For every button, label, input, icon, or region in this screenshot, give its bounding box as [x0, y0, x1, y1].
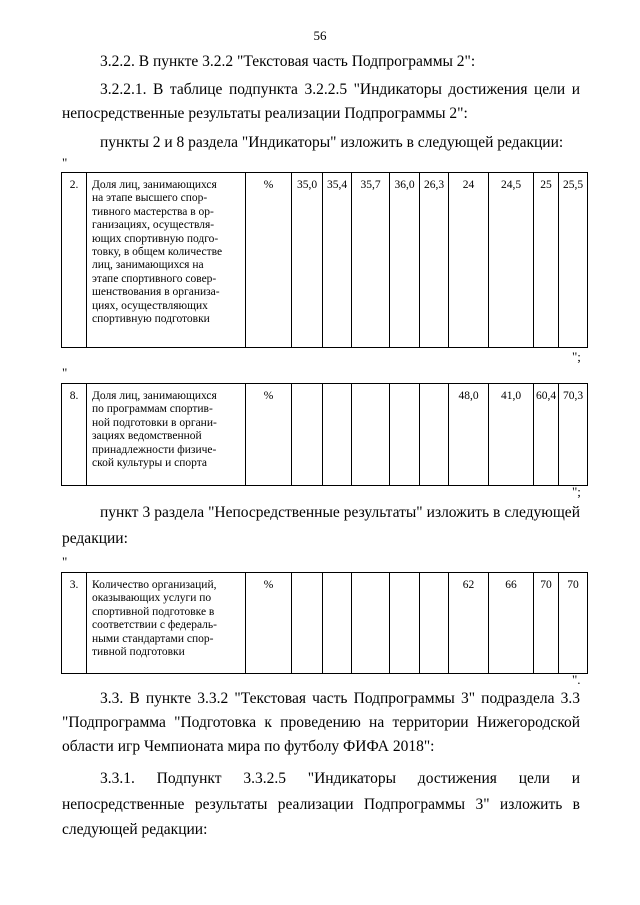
value-cell — [323, 384, 352, 486]
value-cell — [323, 573, 352, 674]
indicator-name-line: спортивной подготовке в — [92, 605, 215, 618]
indicator-name-line: этапе спортивного совер- — [92, 272, 217, 285]
unit-cell: % — [246, 384, 292, 486]
indicator-name-line: соответствии с федераль- — [92, 619, 217, 632]
indicator-name-cell — [87, 173, 246, 348]
indicator-name-line: тивной подготовки — [92, 646, 185, 659]
value-cell: 35,4 — [323, 173, 352, 348]
value-cell: 70 — [534, 573, 559, 674]
row-number-cell: 2. — [62, 173, 87, 348]
value-cell: 36,0 — [390, 173, 420, 348]
paragraph-3-3-line2: "Подпрограмма "Подготовка к проведению на территории Нижегородской — [62, 714, 580, 731]
indicator-name-line: ганизациях, осуществля- — [92, 219, 215, 232]
unit-cell: % — [246, 573, 292, 674]
page-number: 56 — [313, 28, 327, 43]
quote-close-3: ". — [572, 672, 581, 687]
value-cell — [420, 384, 449, 486]
table-row — [62, 384, 588, 486]
value-cell — [352, 384, 390, 486]
paragraph-3-2-2-1-line1: 3.2.2.1. В таблице подпункта 3.2.2.5 "Индикаторы достижения цели и — [100, 81, 580, 98]
table-row — [62, 573, 588, 674]
indicator-name-line: ными стандартами спор- — [92, 632, 214, 645]
indicator-name-line: Доля лиц, занимающихся — [92, 179, 217, 191]
paragraph-3-2-2: 3.2.2. В пункте 3.2.2 "Текстовая часть Подпрограммы 2": — [100, 53, 476, 70]
quote-close-1: "; — [572, 349, 581, 364]
value-cell — [420, 573, 449, 674]
indicator-name-cell — [87, 573, 246, 674]
paragraph-3-3-line1: 3.3. В пункте 3.3.2 "Текстовая часть Подпрограммы 3" подраздела 3.3 — [100, 690, 580, 707]
value-cell: 24,5 — [489, 173, 534, 348]
value-cell — [390, 573, 420, 674]
indicator-name-line: шенствования в организа- — [92, 286, 220, 299]
indicator-name-cell — [87, 384, 246, 486]
row-number-cell: 8. — [62, 384, 87, 486]
value-cell — [292, 384, 323, 486]
indicator-name-line: циях, осуществляющих — [92, 299, 208, 312]
indicator-name-line: лиц, занимающихся на — [92, 259, 204, 272]
paragraph-3-2-2-1-line2: непосредственные результаты реализации Подпрограммы 2": — [62, 105, 468, 122]
paragraph-3-3-1-line2: непосредственные результаты реализации Подпрограммы 3" изложить в — [62, 796, 580, 813]
row-number-cell: 3. — [62, 573, 87, 674]
value-cell — [292, 573, 323, 674]
paragraph-3-3-1-line1: 3.3.1. Подпункт 3.3.2.5 "Индикаторы достижения цели и — [100, 770, 580, 787]
quote-open-1: " — [62, 155, 68, 170]
paragraph-point-3-line2: редакции: — [62, 530, 128, 547]
value-cell: 48,0 — [449, 384, 489, 486]
value-cell: 66 — [489, 573, 534, 674]
unit-cell: % — [246, 173, 292, 348]
value-cell: 35,0 — [292, 173, 323, 348]
value-cell: 25 — [534, 173, 559, 348]
value-cell: 62 — [449, 573, 489, 674]
paragraph-3-3-1-line3: следующей редакции: — [62, 821, 208, 838]
quote-close-2: "; — [572, 484, 581, 499]
indicator-name-line: оказывающих услуги по — [92, 592, 212, 605]
table-row — [62, 173, 588, 348]
value-cell — [390, 384, 420, 486]
indicator-name-line: зациях ведомственной — [92, 430, 202, 443]
value-cell: 41,0 — [489, 384, 534, 486]
value-cell: 35,7 — [352, 173, 390, 348]
indicator-name-line: ной подготовки в органи- — [92, 416, 217, 429]
quote-open-2: " — [62, 365, 68, 380]
paragraph-3-3-line3: области игр Чемпионата мира по футболу ФИФА 2018": — [62, 738, 435, 755]
value-cell — [352, 573, 390, 674]
quote-open-3: " — [62, 554, 68, 569]
value-cell: 26,3 — [420, 173, 449, 348]
paragraph-points-2-8: пункты 2 и 8 раздела "Индикаторы" изложить в следующей редакции: — [100, 134, 564, 151]
value-cell: 70 — [559, 573, 588, 674]
value-cell: 60,4 — [534, 384, 559, 486]
value-cell: 24 — [449, 173, 489, 348]
indicator-name-line: принадлежности физиче- — [92, 443, 217, 456]
indicator-name-line: по программам спортив- — [92, 403, 213, 416]
indicator-name-line: на этапе высшего спор- — [92, 192, 208, 205]
indicator-name-line: Количество организаций, — [92, 579, 217, 591]
indicator-table-point-8 — [61, 383, 588, 486]
indicator-name-line: Доля лиц, занимающихся — [92, 390, 217, 402]
paragraph-point-3-line1: пункт 3 раздела "Непосредственные результаты" изложить в следующей — [100, 504, 580, 521]
indicator-name-line: спортивную подготовки — [92, 313, 210, 326]
value-cell: 70,3 — [559, 384, 588, 486]
indicator-name-line: тивного мастерства в ор- — [92, 205, 214, 218]
indicator-table-point-2 — [61, 172, 588, 348]
indicator-name-line: ющих спортивную подго- — [92, 232, 219, 245]
indicator-name-line: ской культуры и спорта — [92, 457, 207, 470]
indicator-name-line: товку, в общем количестве — [92, 246, 223, 259]
value-cell: 25,5 — [559, 173, 588, 348]
results-table-point-3 — [61, 572, 588, 674]
